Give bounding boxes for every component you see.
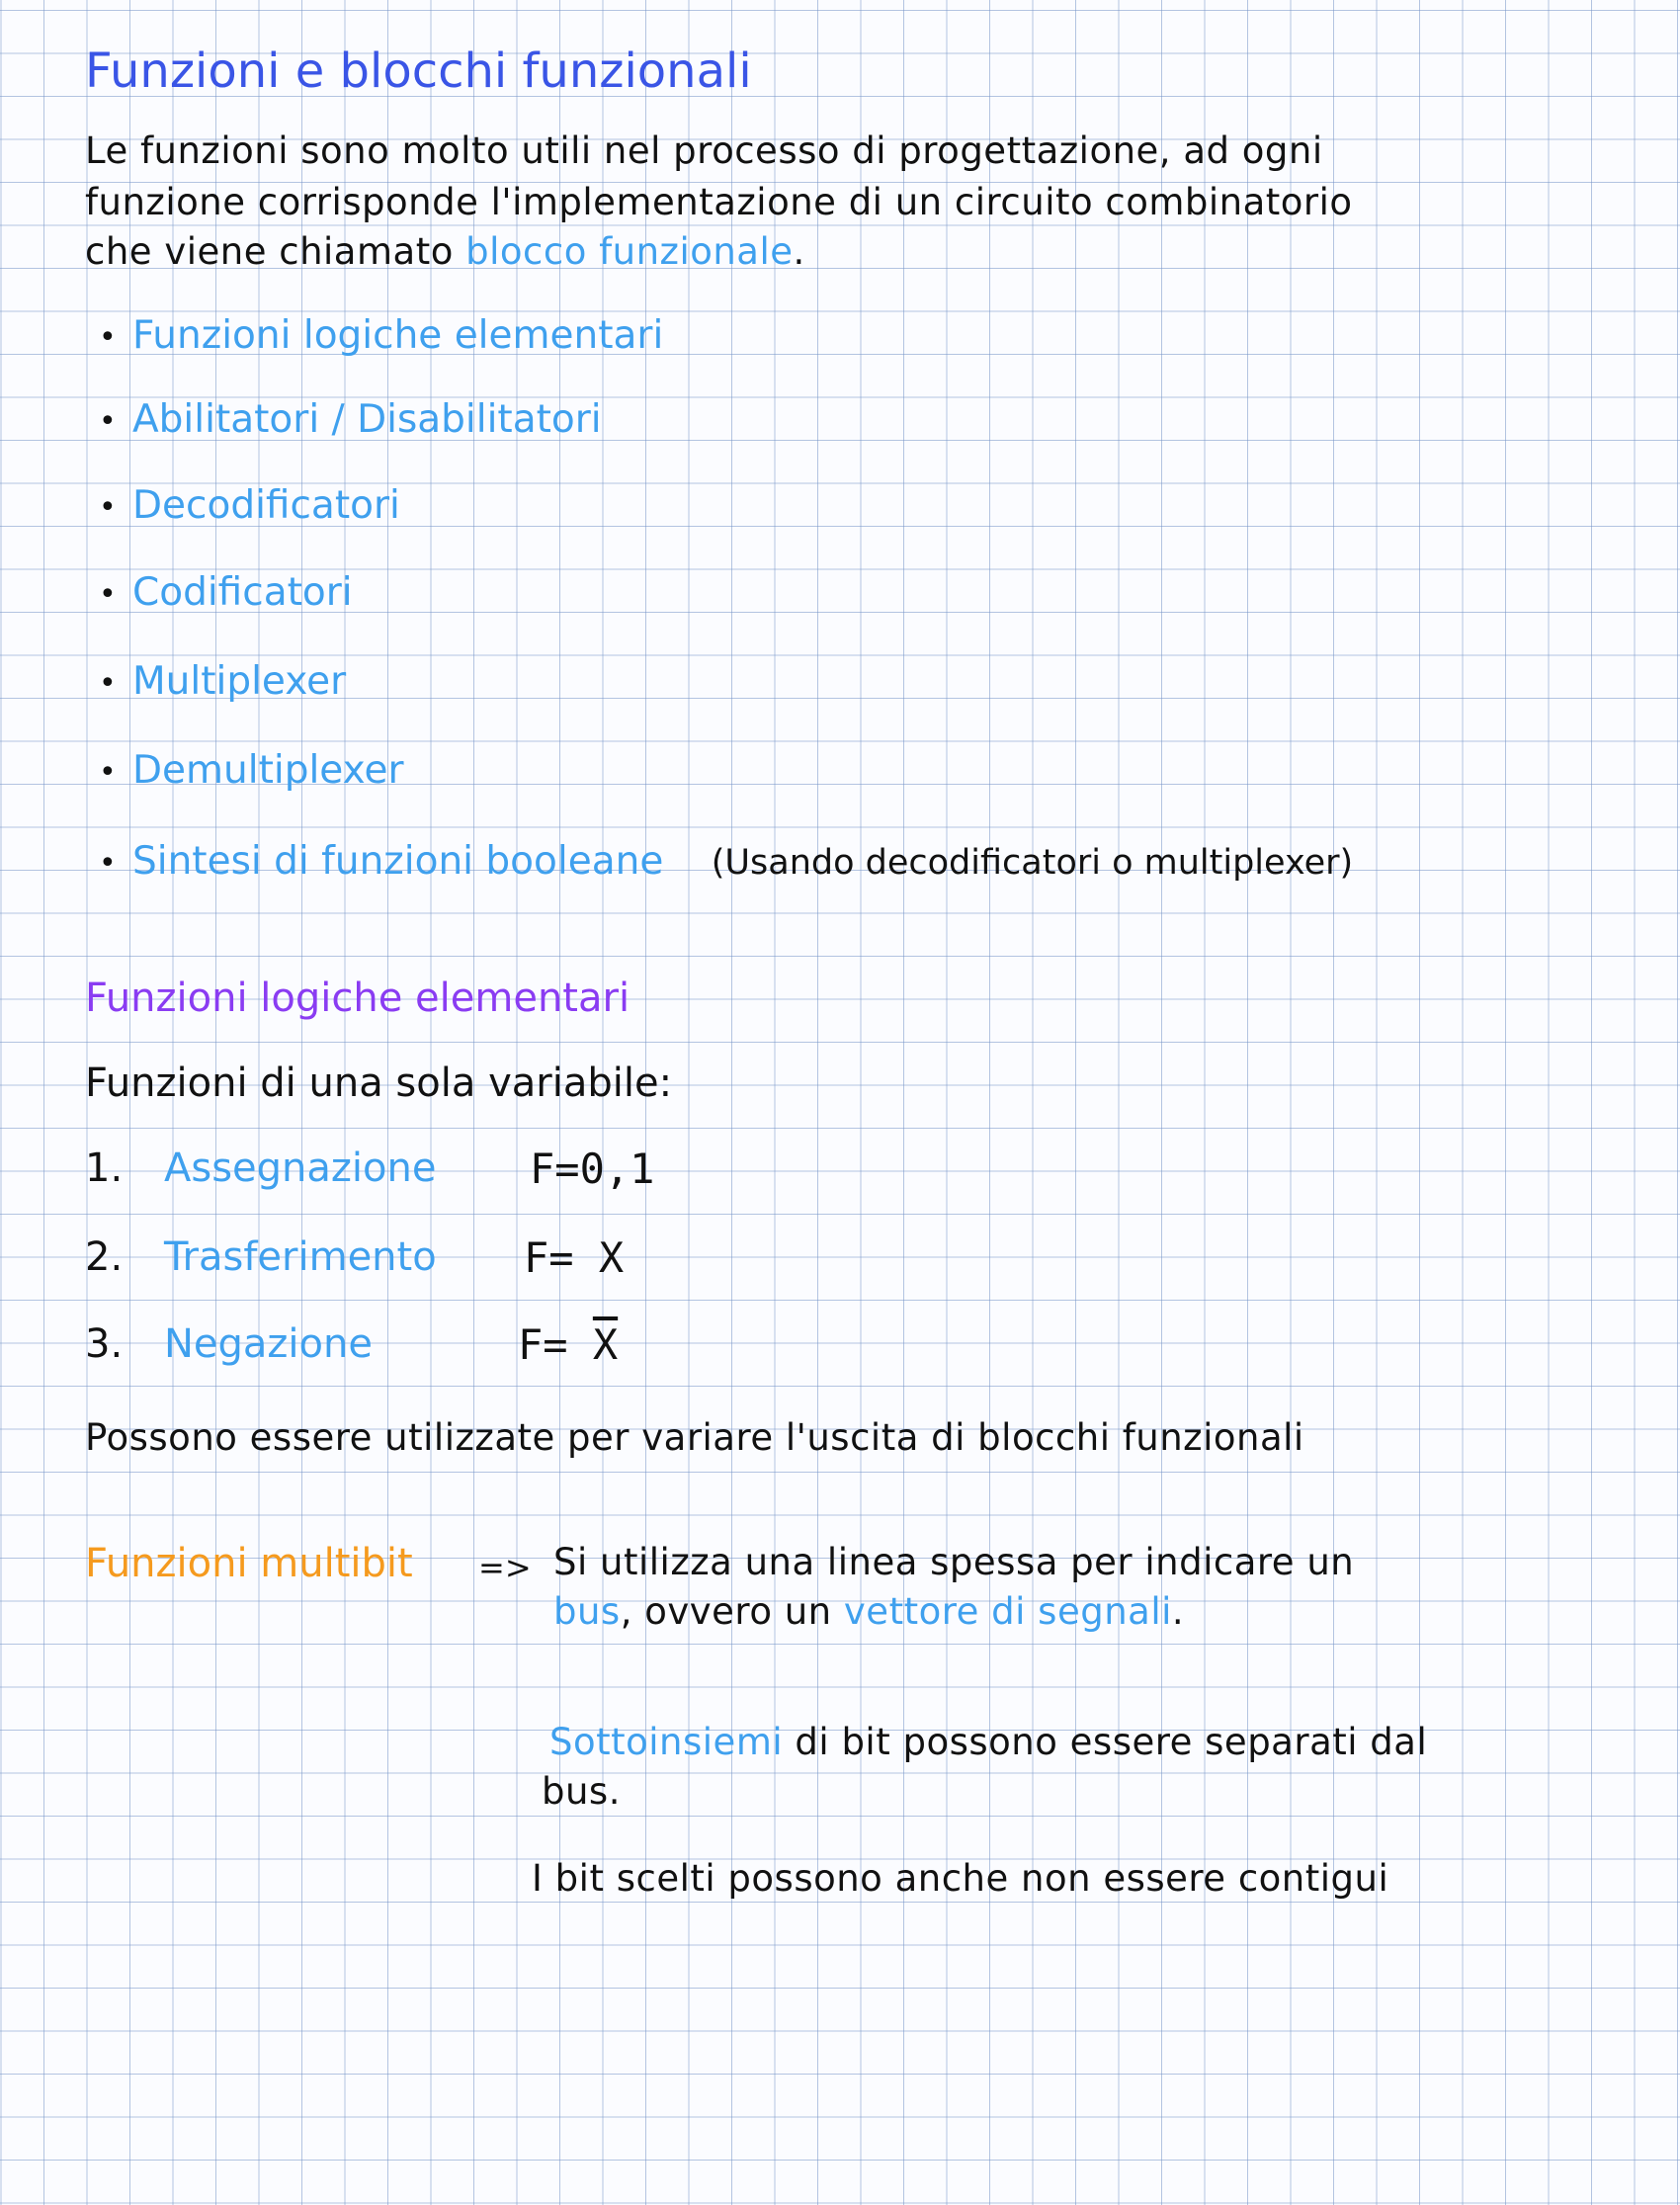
bullet-icon: •	[99, 665, 117, 701]
list-item-label: Abilitatori / Disabilitatori	[132, 397, 602, 442]
row-name: Assegnazione	[164, 1145, 437, 1191]
intro-line-2: funzione corrisponde l'implementazione di un circuito combinatorio	[85, 181, 1353, 223]
list-item-label: Funzioni logiche elementari	[132, 313, 664, 358]
highlight-blocco-funzionale: blocco funzionale	[465, 230, 794, 273]
intro-line-1: Le funzioni sono molto utili nel processo di progettazione, ad ogni	[85, 129, 1323, 172]
bullet-icon: •	[99, 489, 117, 525]
highlight-bus: bus	[553, 1590, 621, 1633]
highlight-sottoinsiemi: Sottoinsiemi	[549, 1721, 784, 1763]
row-number: 3.	[85, 1321, 124, 1367]
row-formula: F=0,1	[530, 1145, 655, 1193]
list-item	[99, 748, 404, 793]
function-row	[85, 1234, 437, 1280]
multibit-paragraph-3: I bit scelti possono anche non essere contigui	[532, 1857, 1389, 1900]
list-item-label: Demultiplexer	[132, 748, 404, 793]
negated-variable: $\overline{X}$	[592, 1320, 619, 1369]
intro-line-3	[85, 230, 805, 273]
multibit-line-1: Si utilizza una linea spessa per indicare un	[553, 1541, 1355, 1583]
list-item-label: Codificatori	[132, 570, 353, 615]
section-subheading: Funzioni di una sola variabile:	[85, 1060, 673, 1106]
list-item	[99, 483, 400, 528]
multibit-paragraph-2-line-2: bus.	[542, 1770, 621, 1813]
bullet-icon: •	[99, 845, 117, 881]
multibit-line-2-end: .	[1171, 1590, 1185, 1633]
section-note: Possono essere utilizzate per variare l'uscita di blocchi funzionali	[85, 1416, 1304, 1459]
bullet-icon: •	[99, 403, 117, 439]
heading-word-funzioni: Funzioni	[85, 1541, 248, 1586]
function-row	[85, 1145, 437, 1191]
row-name: Negazione	[164, 1321, 373, 1367]
list-item-label: Multiplexer	[132, 659, 347, 704]
formula-prefix: F=	[518, 1320, 593, 1369]
bullet-icon: •	[99, 576, 117, 612]
multibit-paragraph-2	[549, 1721, 1428, 1763]
multibit-line-2-mid: , ovvero un	[620, 1590, 832, 1633]
bullet-icon: •	[99, 319, 117, 355]
list-item-label: Decodificatori	[132, 483, 400, 528]
title-word-funzioni: Funzioni	[85, 43, 281, 99]
section-heading-funzioni-logiche: Funzioni logiche elementari	[85, 975, 630, 1021]
section-heading-multibit	[85, 1541, 413, 1586]
function-row	[85, 1321, 373, 1367]
highlight-vettore-di-segnali: vettore di segnali	[843, 1590, 1172, 1633]
row-formula	[518, 1320, 619, 1369]
list-item-note: (Usando decodificatori o multiplexer)	[711, 843, 1354, 883]
title-word-blocchi: blocchi funzionali	[339, 43, 752, 99]
intro-line-3-prefix: che viene chiamato	[85, 230, 454, 273]
list-item	[99, 839, 1354, 884]
bullet-icon: •	[99, 754, 117, 790]
implies-arrow-icon: =>	[478, 1549, 532, 1586]
title-word-e: e	[294, 43, 325, 99]
row-formula: F= X	[524, 1233, 625, 1282]
heading-word-multibit: multibit	[260, 1541, 413, 1586]
row-name: Trasferimento	[164, 1234, 437, 1280]
multibit-paragraph-2-rest: di bit possono essere separati dal	[795, 1721, 1428, 1763]
list-item	[99, 659, 347, 704]
intro-line-3-suffix: .	[793, 230, 805, 273]
list-item	[99, 570, 353, 615]
list-item	[99, 313, 664, 358]
multibit-line-2	[553, 1590, 1185, 1633]
list-item	[99, 397, 602, 442]
row-number: 1.	[85, 1145, 124, 1191]
page-title	[85, 43, 752, 99]
list-item-label: Sintesi di funzioni booleane	[132, 839, 664, 884]
row-number: 2.	[85, 1234, 124, 1280]
